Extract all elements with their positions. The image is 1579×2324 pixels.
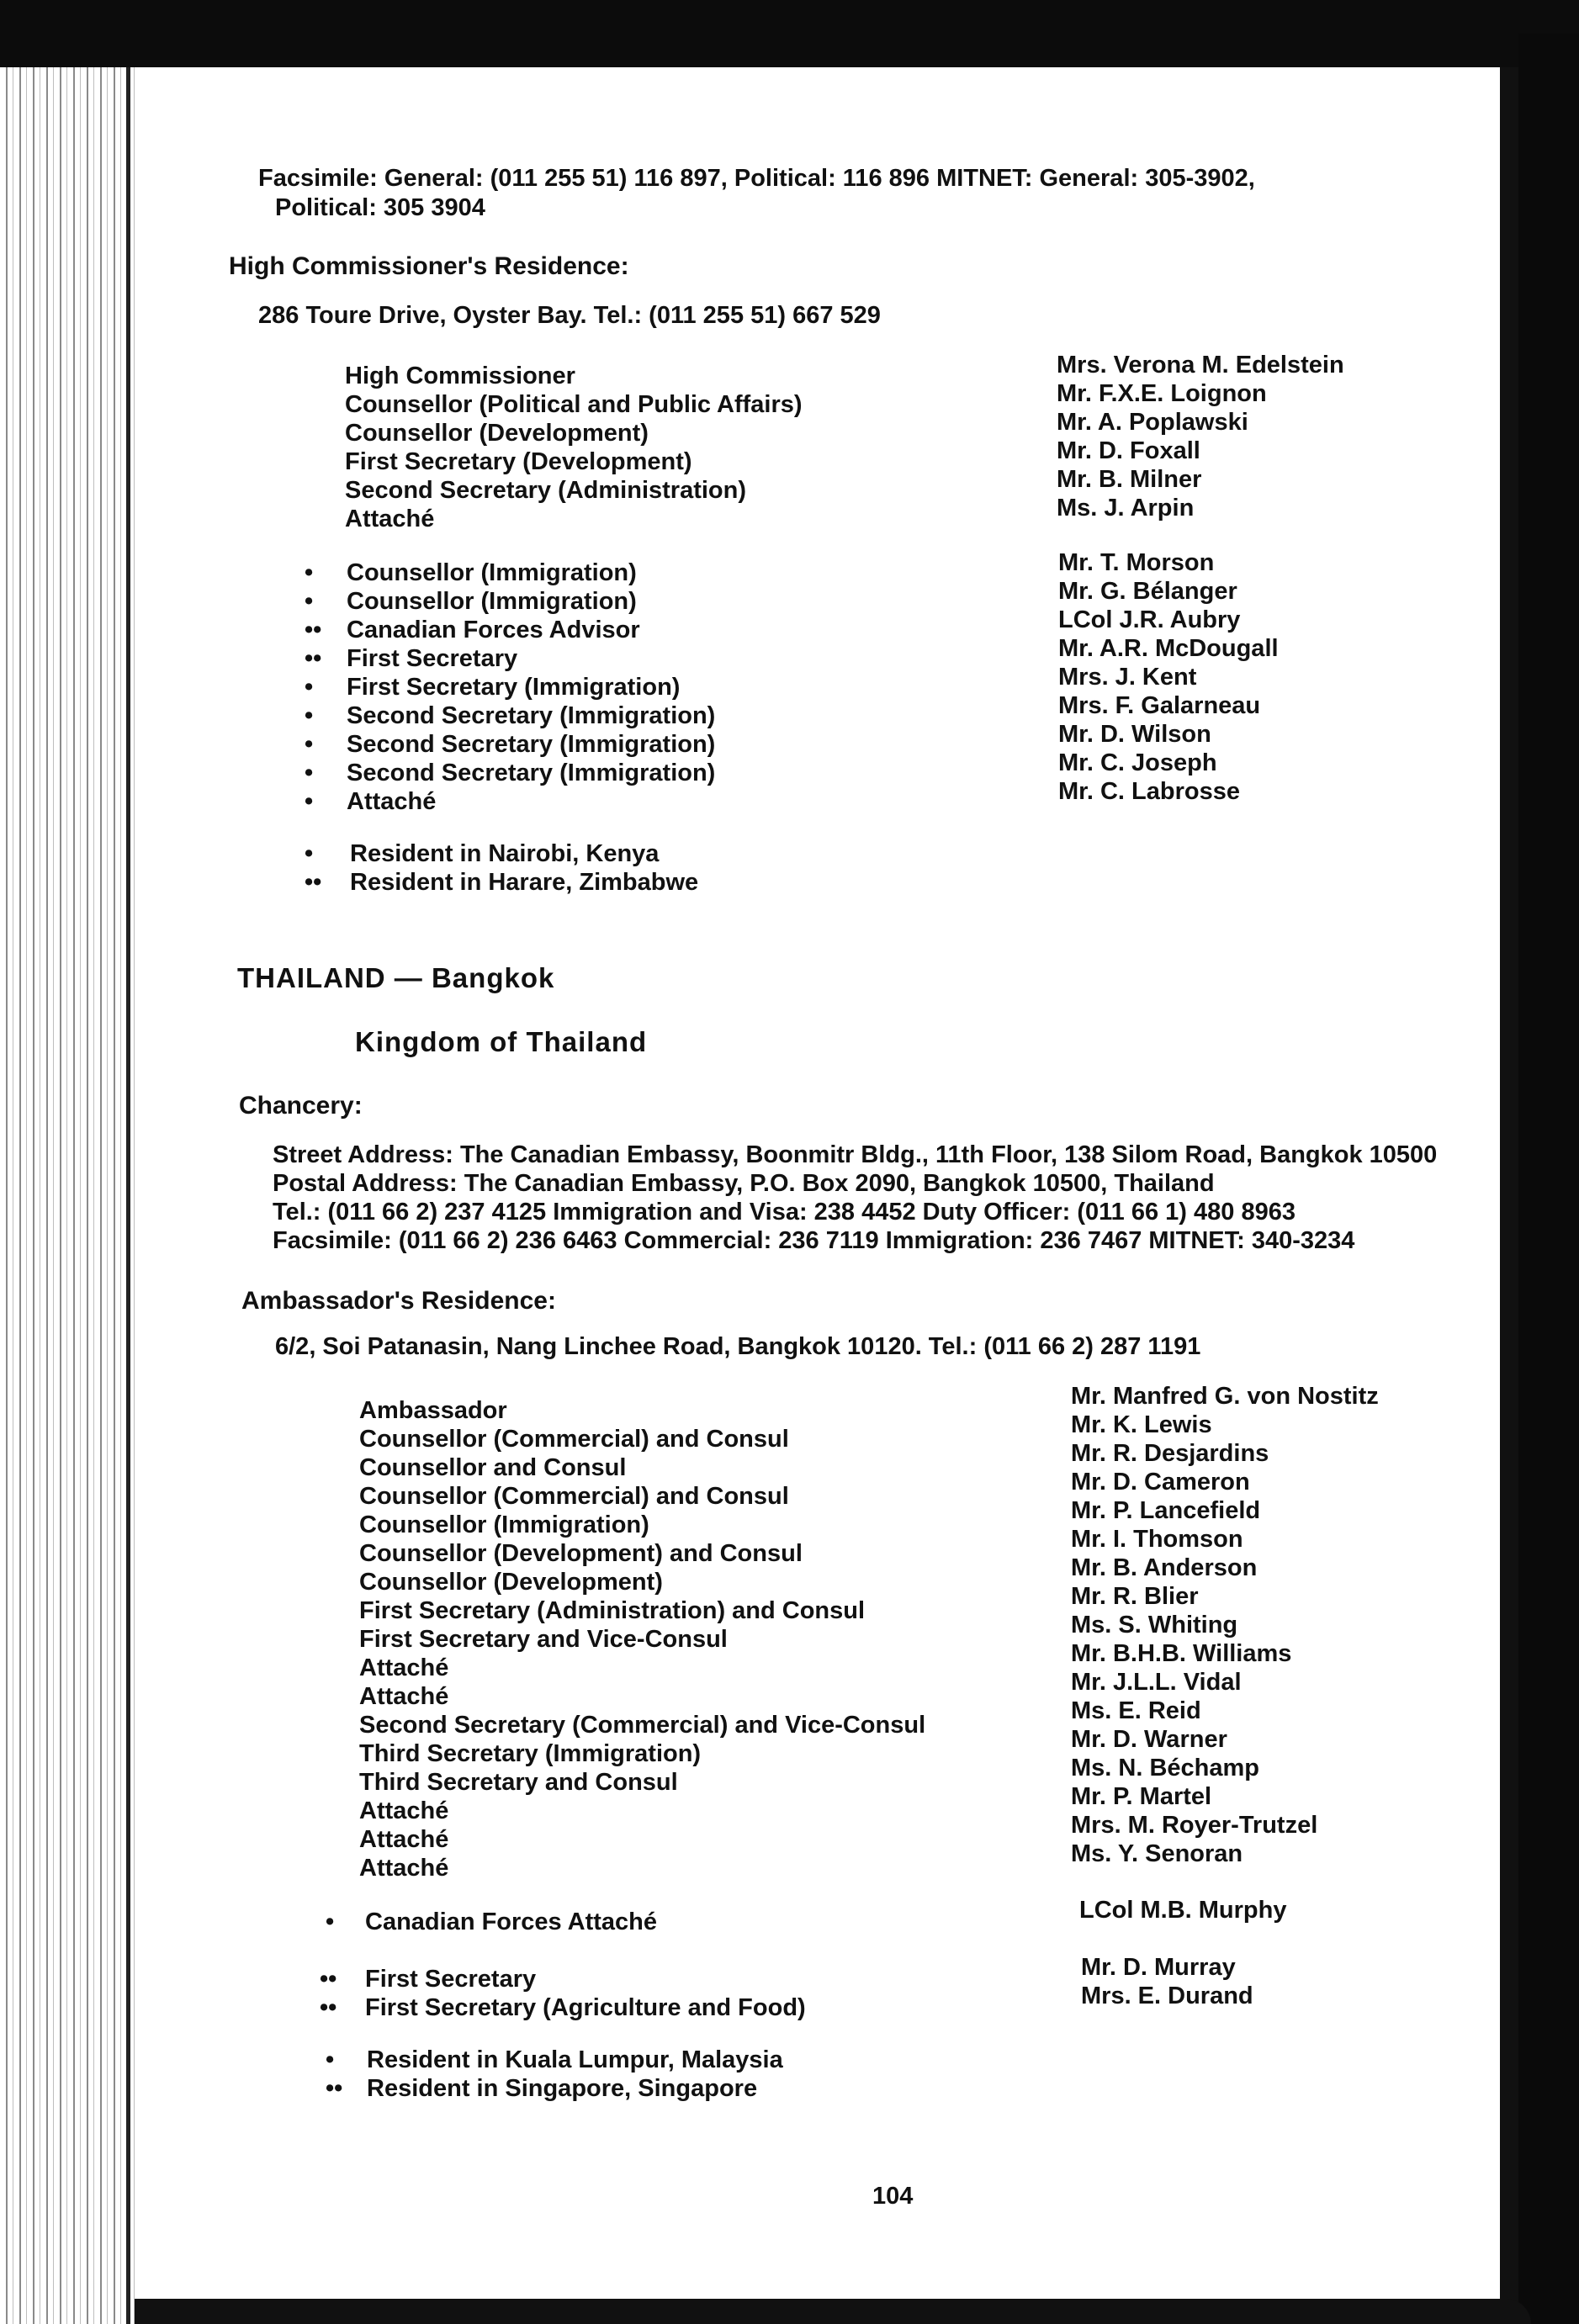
- street-address: Street Address: The Canadian Embassy, Boonmitr Bldg., 11th Floor, 138 Silom Road, Bangkok 10500: [273, 1141, 1438, 1168]
- position: Second Secretary (Administration): [345, 477, 746, 504]
- footnote-mark: ••: [326, 2075, 343, 2102]
- position: Attaché: [347, 788, 437, 815]
- staff-name: Mr. A. Poplawski: [1057, 409, 1248, 436]
- staff-name: Mr. C. Labrosse: [1058, 778, 1240, 805]
- staff-positions: [359, 1396, 925, 1882]
- position: Ambassador: [359, 1397, 507, 1424]
- facsimile-line-cont: Political: 305 3904: [275, 194, 485, 221]
- position: Attaché: [359, 1683, 449, 1710]
- staff-name: Mr. P. Martel: [1071, 1783, 1212, 1810]
- nonresident-positions: [347, 559, 715, 816]
- position: High Commissioner: [345, 363, 575, 389]
- footnote-mark: •: [305, 840, 314, 867]
- ambassador-residence-address: 6/2, Soi Patanasin, Nang Linchee Road, Bangkok 10120. Tel.: (011 66 2) 287 1191: [275, 1333, 1201, 1360]
- position: Counsellor (Development): [345, 420, 649, 447]
- position: Counsellor (Commercial) and Consul: [359, 1483, 789, 1510]
- staff-name: Mr. D. Cameron: [1071, 1469, 1250, 1496]
- staff-name: Mr. D. Foxall: [1057, 437, 1200, 464]
- residence-heading: High Commissioner's Residence:: [229, 252, 629, 280]
- staff-name: Mr. B. Anderson: [1071, 1554, 1258, 1581]
- position: Third Secretary (Immigration): [359, 1740, 702, 1767]
- position: Counsellor and Consul: [359, 1454, 627, 1481]
- position: First Secretary: [365, 1966, 537, 1993]
- thailand-footnote-marks: [326, 2046, 342, 2103]
- position: Attaché: [345, 506, 435, 532]
- singapore-names: [1081, 1953, 1253, 2010]
- footnote-marks: [305, 839, 321, 897]
- staff-name: Mr. Manfred G. von Nostitz: [1071, 1383, 1379, 1410]
- position: Attaché: [359, 1797, 449, 1824]
- staff-name: Ms. S. Whiting: [1071, 1612, 1238, 1638]
- staff-name: Mr. R. Blier: [1071, 1583, 1199, 1610]
- position: First Secretary (Administration) and Consul: [359, 1597, 866, 1624]
- staff-name: Mr. C. Joseph: [1058, 749, 1217, 776]
- staff-name: Ms. N. Béchamp: [1071, 1755, 1259, 1781]
- postal-address: Postal Address: The Canadian Embassy, P.O. Box 2090, Bangkok 10500, Thailand: [273, 1170, 1215, 1197]
- nonresident-names: [1058, 548, 1279, 806]
- staff-name: LCol M.B. Murphy: [1079, 1897, 1287, 1924]
- footnote-mark: •: [305, 702, 314, 729]
- position: First Secretary: [347, 645, 518, 672]
- footnote-mark: •: [305, 731, 314, 758]
- country-subtitle: Kingdom of Thailand: [355, 1026, 648, 1057]
- staff-name: Mr. T. Morson: [1058, 549, 1215, 576]
- nonresident-marks: [305, 559, 321, 816]
- staff-name: Mr. B.H.B. Williams: [1071, 1640, 1292, 1667]
- singapore-positions: [365, 1965, 806, 2022]
- position: Counsellor (Immigration): [347, 559, 637, 586]
- telephone-line: Tel.: (011 66 2) 237 4125 Immigration and Visa: 238 4452 Duty Officer: (011 66 1) 480 8963: [273, 1199, 1296, 1226]
- staff-name: Mr. G. Bélanger: [1058, 578, 1237, 605]
- staff-name: Ms. J. Arpin: [1057, 495, 1195, 521]
- footnote-mark: •: [305, 674, 314, 701]
- position: Attaché: [359, 1855, 449, 1882]
- footnote: Resident in Harare, Zimbabwe: [350, 869, 699, 896]
- staff-name: Mrs. Verona M. Edelstein: [1057, 352, 1344, 379]
- staff-name: Mr. J.L.L. Vidal: [1071, 1669, 1242, 1696]
- footnote-mark: •: [305, 760, 314, 786]
- position: First Secretary (Development): [345, 448, 692, 475]
- footnote-mark: •: [326, 2046, 335, 2073]
- staff-names: [1057, 351, 1344, 522]
- staff-name: Mr. F.X.E. Loignon: [1057, 380, 1267, 407]
- staff-name: LCol J.R. Aubry: [1058, 606, 1241, 633]
- position: Counsellor (Development): [359, 1569, 663, 1596]
- position: Counsellor (Development) and Consul: [359, 1540, 803, 1567]
- staff-names: [1071, 1382, 1379, 1868]
- position: Second Secretary (Commercial) and Vice-Consul: [359, 1712, 926, 1739]
- footnote-mark: ••: [320, 1966, 337, 1993]
- staff-positions: [345, 362, 803, 533]
- footnote-mark: ••: [305, 869, 322, 896]
- staff-name: Mr. D. Murray: [1081, 1954, 1236, 1981]
- staff-name: Mrs. E. Durand: [1081, 1983, 1253, 2009]
- staff-name: Mr. R. Desjardins: [1071, 1440, 1269, 1467]
- staff-name: Mr. A.R. McDougall: [1058, 635, 1279, 662]
- facsimile-line: Facsimile: General: (011 255 51) 116 897, Political: 116 896 MITNET: General: 305-3902,: [258, 165, 1255, 192]
- footnote-mark: ••: [320, 1994, 337, 2021]
- staff-name: Mrs. M. Royer-Trutzel: [1071, 1812, 1318, 1839]
- singapore-marks: [320, 1965, 336, 2022]
- position: Second Secretary (Immigration): [347, 760, 716, 786]
- ambassador-residence-heading: Ambassador's Residence:: [241, 1287, 556, 1315]
- footnote-mark: ••: [305, 645, 322, 672]
- staff-name: Mr. K. Lewis: [1071, 1411, 1212, 1438]
- chancery-heading: Chancery:: [239, 1092, 363, 1120]
- footnote: Resident in Nairobi, Kenya: [350, 840, 660, 867]
- position: Third Secretary and Consul: [359, 1769, 678, 1796]
- staff-name: Mrs. F. Galarneau: [1058, 692, 1261, 719]
- residence-address: 286 Toure Drive, Oyster Bay. Tel.: (011 255 51) 667 529: [258, 302, 881, 329]
- footnote: Resident in Kuala Lumpur, Malaysia: [367, 2046, 783, 2073]
- country-title: THAILAND — Bangkok: [237, 962, 555, 993]
- position: Second Secretary (Immigration): [347, 731, 716, 758]
- staff-name: Mr. D. Wilson: [1058, 721, 1211, 748]
- position: Counsellor (Immigration): [347, 588, 637, 615]
- staff-name: Ms. Y. Senoran: [1071, 1840, 1243, 1867]
- page-number: 104: [872, 2183, 914, 2210]
- footnote-mark: •: [305, 559, 314, 586]
- staff-name: Ms. E. Reid: [1071, 1697, 1201, 1724]
- staff-name: Mr. I. Thomson: [1071, 1526, 1243, 1553]
- chancery-block: [273, 1141, 1437, 1255]
- staff-name: Mr. D. Warner: [1071, 1726, 1227, 1753]
- facsimile-line: Facsimile: (011 66 2) 236 6463 Commercial: 236 7119 Immigration: 236 7467 MITNET: 340-3234: [273, 1227, 1355, 1254]
- position: First Secretary and Vice-Consul: [359, 1626, 728, 1653]
- position: First Secretary (Agriculture and Food): [365, 1994, 806, 2021]
- position: Counsellor (Political and Public Affairs): [345, 391, 803, 418]
- position: First Secretary (Immigration): [347, 674, 681, 701]
- footnote-mark: •: [326, 1908, 335, 1935]
- thailand-footnotes: [367, 2046, 783, 2103]
- staff-name: Mrs. J. Kent: [1058, 664, 1197, 691]
- footnote-mark: •: [305, 788, 314, 815]
- position: Counsellor (Immigration): [359, 1511, 649, 1538]
- position: Attaché: [359, 1654, 449, 1681]
- position: Canadian Forces Advisor: [347, 617, 640, 643]
- position: Counsellor (Commercial) and Consul: [359, 1426, 789, 1453]
- staff-name: Mr. B. Milner: [1057, 466, 1202, 493]
- position: Second Secretary (Immigration): [347, 702, 716, 729]
- position: Attaché: [359, 1826, 449, 1853]
- footnote: Resident in Singapore, Singapore: [367, 2075, 758, 2102]
- position: Canadian Forces Attaché: [365, 1908, 658, 1935]
- footnote-mark: ••: [305, 617, 322, 643]
- staff-name: Mr. P. Lancefield: [1071, 1497, 1261, 1524]
- footnote-mark: •: [305, 588, 314, 615]
- footnotes: [350, 839, 698, 897]
